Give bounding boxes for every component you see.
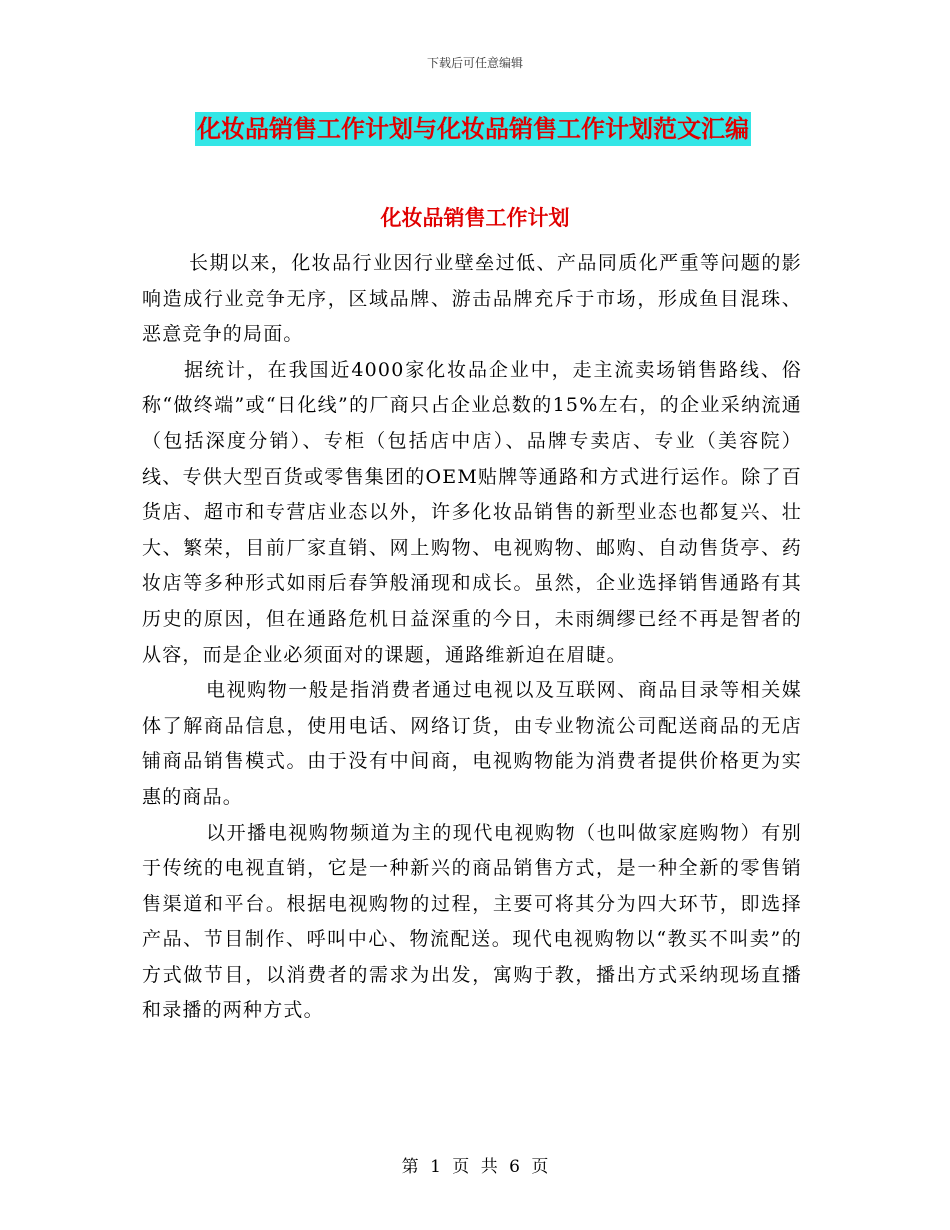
paragraph: 以开播电视购物频道为主的现代电视购物（也叫做家庭购物）有别于传统的电视直销，它是一种新兴的商品销售方式，是一种全新的零售销售渠道和平台。根据电视购物的过程，主要可将其分为四大环节，即选择产品、节目制作、呼叫中心、物流配送。现代电视购物以“教买不叫卖”的方式做节目，以消费者的需求为出发，寓购于教，播出方式采纳现场直播和录播的两种方式。 (142, 821, 802, 1022)
paragraph: 据统计，在我国近4000家化妆品企业中，走主流卖场销售路线、俗称“做终端”或“日化线”的厂商只占企业总数的15%左右，的企业采纳流通（包括深度分销）、专柜（包括店中店）、品牌专卖店、专业（美容院）线、专供大型百货或零售集团的OEM贴牌等通路和方式进行运作。除了百货店、超市和专营店业态以外，许多化妆品销售的新型业态也都复兴、壮大、繁荣，目前厂家直销、网上购物、电视购物、邮购、自动售货亭、药妆店等多种形式如雨后春笋般涌现和成长。虽然，企业选择销售通路有其历史的原因，但在通路危机日益深重的今日，未雨绸缪已经不再是智者的从容，而是企业必须面对的课题，通路维新迫在眉睫。 (142, 358, 802, 666)
page-header-note: 下载后可任意编辑 (426, 56, 523, 70)
document-title: 化妆品销售工作计划与化妆品销售工作计划范文汇编 (195, 112, 751, 146)
document-body (142, 246, 802, 1029)
paragraph: 长期以来，化妆品行业因行业壁垒过低、产品同质化严重等问题的影响造成行业竞争无序，区域品牌、游击品牌充斥于市场，形成鱼目混珠、恶意竞争的局面。 (142, 252, 802, 346)
paragraph: 电视购物一般是指消费者通过电视以及互联网、商品目录等相关媒体了解商品信息，使用电话、网络订货，由专业物流公司配送商品的无店铺商品销售模式。由于没有中间商，电视购物能为消费者提供价格更为实惠的商品。 (142, 679, 802, 808)
section-title: 化妆品销售工作计划 (380, 206, 570, 230)
page-number: 第 1 页 共 6 页 (401, 1157, 549, 1177)
